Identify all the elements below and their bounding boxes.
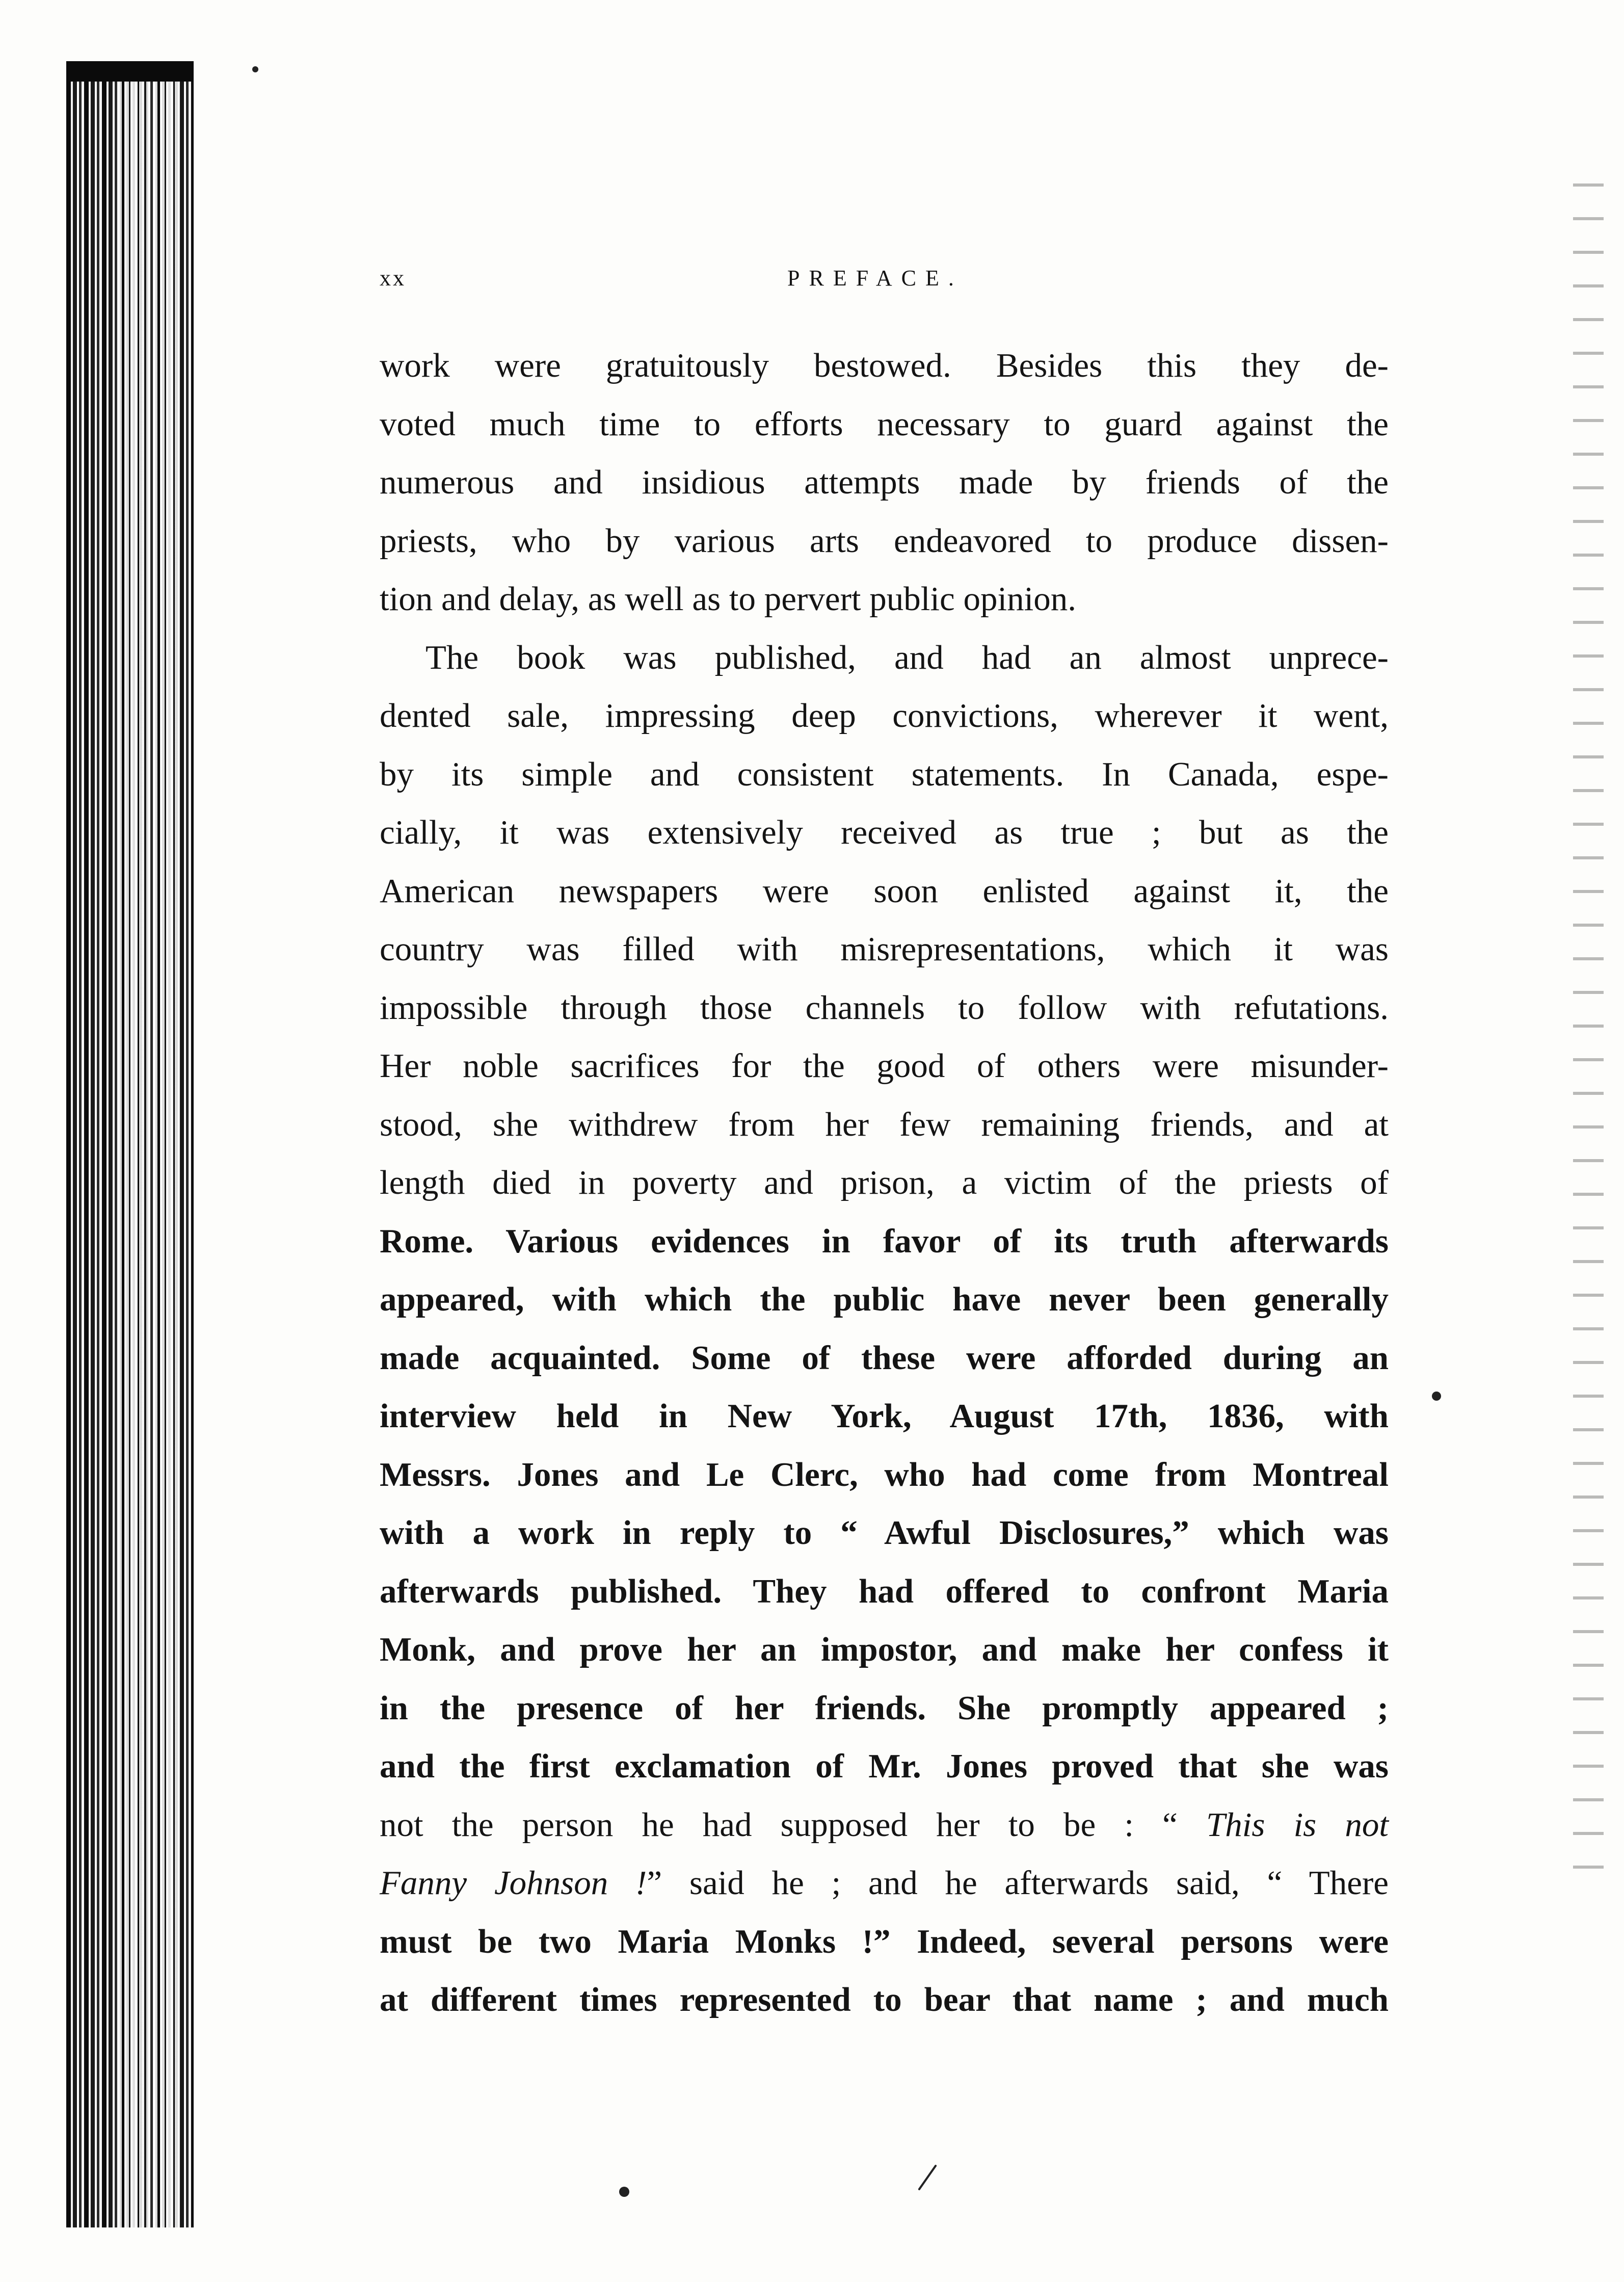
- text-line: country was filled with misrepresentations, which it was: [380, 930, 1389, 968]
- text-line: at different times represented to bear that name ; and much: [380, 1981, 1389, 2018]
- text-line: must be two Maria Monks !” Indeed, several persons were: [380, 1922, 1389, 1960]
- text-line: dented sale, impressing deep convictions, wherever it went,: [380, 697, 1389, 735]
- text-line: Fanny Johnson !” said he ; and he afterwards said, “ There: [380, 1864, 1389, 1902]
- text-line: work were gratuitously bestowed. Besides this they de-: [380, 347, 1389, 384]
- italic-text: Fanny Johnson !: [380, 1864, 647, 1902]
- italic-text: This is not: [1206, 1805, 1389, 1844]
- text-line: priests, who by various arts endeavored to produce dissen-: [380, 521, 1389, 560]
- text-line: not the person he had supposed her to be : “ This is not: [380, 1805, 1389, 1844]
- text-line: and the first exclamation of Mr. Jones proved that she was: [380, 1747, 1389, 1785]
- running-title: PREFACE.: [787, 266, 963, 291]
- scan-speck: [252, 66, 258, 72]
- scan-speck: [1432, 1392, 1441, 1401]
- text-line: length died in poverty and prison, a victim of the priests of: [380, 1164, 1389, 1201]
- text-line: made acquainted. Some of these were afforded during an: [380, 1339, 1389, 1377]
- text-line: in the presence of her friends. She promptly appeared ;: [380, 1689, 1389, 1727]
- text-line: Her noble sacrifices for the good of others were misunder-: [380, 1047, 1389, 1085]
- text-line: American newspapers were soon enlisted against it, the: [380, 872, 1389, 910]
- text-line: impossible through those channels to follow with refutations.: [380, 988, 1389, 1027]
- text-line: interview held in New York, August 17th, 1836, with: [380, 1397, 1389, 1435]
- page-edge-specks: [1573, 153, 1604, 1886]
- text-line: with a work in reply to “ Awful Disclosures,” which was: [380, 1514, 1389, 1552]
- text-line: by its simple and consistent statements. In Canada, espe-: [380, 755, 1389, 793]
- text-line: Rome. Various evidences in favor of its truth afterwards: [380, 1222, 1389, 1260]
- text-line: stood, she withdrew from her few remaining friends, and at: [380, 1105, 1389, 1143]
- page-number: xx: [380, 266, 406, 291]
- text-line: Monk, and prove her an impostor, and make her confess it: [380, 1631, 1389, 1668]
- text-line: appeared, with which the public have never been generally: [380, 1280, 1389, 1318]
- running-head: [380, 265, 1389, 296]
- text-line: tion and delay, as well as to pervert public opinion.: [380, 580, 1076, 618]
- body-text: [380, 336, 1389, 2029]
- text-line: The book was published, and had an almost unprece-: [425, 638, 1389, 676]
- text-line: cially, it was extensively received as true ; but as the: [380, 814, 1389, 851]
- text-line: afterwards published. They had offered to confront Maria: [380, 1572, 1389, 1610]
- scan-speck: [918, 2164, 937, 2190]
- text-line: Messrs. Jones and Le Clerc, who had come from Montreal: [380, 1455, 1389, 1493]
- scan-speck: [619, 2187, 629, 2197]
- text-line: numerous and insidious attempts made by friends of the: [380, 463, 1389, 501]
- book-binding-edge: [66, 61, 194, 2227]
- text-line: voted much time to efforts necessary to guard against the: [380, 405, 1389, 443]
